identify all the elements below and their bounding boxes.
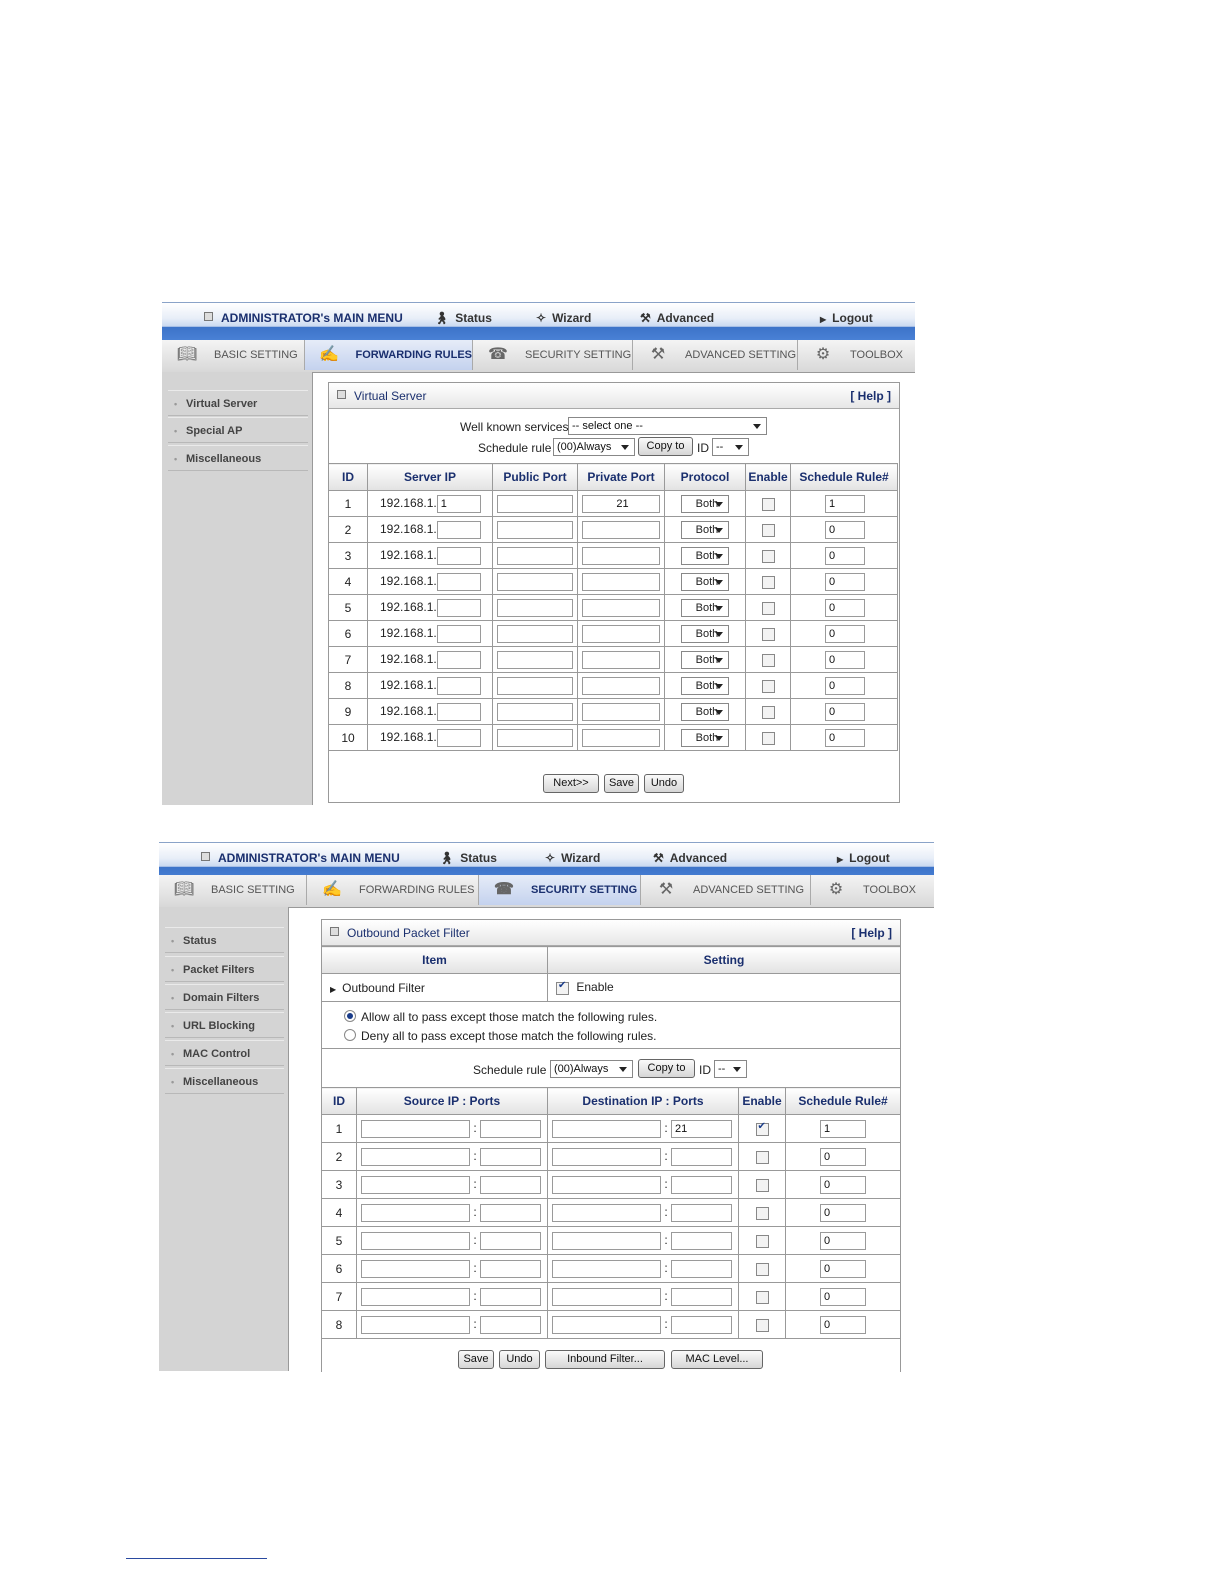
tab-advanced-setting[interactable]: ⚒ ADVANCED SETTING (641, 875, 811, 905)
schedule-rule-input[interactable]: 0 (820, 1288, 866, 1306)
forwarding-icon: ✍ (322, 881, 342, 898)
divider (322, 1048, 900, 1049)
enable-checkbox[interactable] (762, 524, 775, 537)
private-port-input[interactable] (582, 547, 660, 565)
row-id: 9 (329, 699, 368, 725)
server-ip-input[interactable] (437, 651, 481, 669)
enable-checkbox[interactable] (762, 732, 775, 745)
advanced-link[interactable]: ⚒ Advanced (640, 311, 715, 325)
id-label: ID (699, 1063, 711, 1077)
col-server-ip: Server IP (368, 464, 493, 491)
save-button[interactable]: Save (604, 774, 639, 793)
well-known-services-label: Well known services (460, 420, 569, 434)
destination-ip-input[interactable] (552, 1288, 661, 1306)
advanced-link[interactable]: ⚒ Advanced (653, 851, 728, 865)
table-row: 2 : : 0 (322, 1143, 901, 1171)
schedule-rule-label: Schedule rule (478, 441, 552, 455)
box-title: Outbound Packet Filter (347, 926, 470, 940)
security-icon: ☎ (494, 881, 514, 898)
destination-ip-input[interactable] (552, 1260, 661, 1278)
sidebar-item-url-blocking[interactable]: • URL Blocking (165, 1012, 284, 1038)
col-source: Source IP : Ports (357, 1088, 548, 1115)
square-bullet-icon (204, 312, 213, 321)
table-row (329, 569, 898, 595)
item-setting-table (321, 946, 901, 1002)
enable-checkbox[interactable] (762, 602, 775, 615)
private-port-input[interactable] (582, 625, 660, 643)
advanced-setting-icon: ⚒ (650, 346, 666, 363)
enable-checkbox[interactable] (762, 498, 775, 511)
tab-bar (159, 875, 934, 908)
row-id: 6 (329, 621, 368, 647)
ip-prefix: 192.168.1. (380, 495, 437, 510)
schedule-rule-input[interactable]: 0 (825, 651, 865, 669)
main-menu-bar (162, 302, 915, 341)
protocol-select[interactable]: Both (681, 599, 729, 617)
public-port-input[interactable] (497, 599, 573, 617)
col-schedule-rule: Schedule Rule# (786, 1088, 901, 1115)
public-port-input[interactable] (497, 729, 573, 747)
schedule-rule-label: Schedule rule (473, 1063, 547, 1077)
tab-advanced-setting[interactable]: ⚒ ADVANCED SETTING (633, 340, 798, 370)
table-row (329, 621, 898, 647)
ip-prefix: 192.168.1. (380, 651, 437, 666)
protocol-select[interactable]: Both (681, 521, 729, 539)
public-port-input[interactable] (497, 625, 573, 643)
protocol-select[interactable]: Both (681, 703, 729, 721)
router-panel-virtual-server (162, 302, 915, 805)
col-enable: Enable (746, 464, 791, 491)
advanced-setting-icon: ⚒ (658, 881, 674, 898)
undo-button[interactable]: Undo (499, 1350, 540, 1369)
arrow-right-icon: ▶ (330, 984, 337, 994)
table-row (329, 725, 898, 751)
logout-link[interactable]: ▶ Logout (837, 851, 890, 865)
row-id: 8 (329, 673, 368, 699)
tab-forwarding-rules[interactable]: ✍ FORWARDING RULES (305, 340, 473, 370)
table-row (329, 491, 898, 517)
sidebar-item-miscellaneous[interactable]: • Miscellaneous (165, 1068, 284, 1094)
ip-prefix: 192.168.1. (380, 677, 437, 692)
destination-ip-input[interactable] (552, 1148, 661, 1166)
toolbox-icon: ⚙ (828, 881, 844, 898)
advanced-icon: ⚒ (640, 311, 651, 325)
ip-prefix: 192.168.1. (380, 729, 437, 744)
schedule-rule-input[interactable]: 0 (825, 547, 865, 565)
public-port-input[interactable] (497, 573, 573, 591)
row-id: 5 (329, 595, 368, 621)
destination-port-input[interactable] (671, 1232, 732, 1250)
protocol-select[interactable]: Both (681, 651, 729, 669)
server-ip-input[interactable] (437, 703, 481, 721)
enable-checkbox[interactable] (756, 1151, 769, 1164)
tab-toolbox[interactable]: ⚙ TOOLBOX (811, 875, 934, 905)
row-id: 4 (329, 569, 368, 595)
col-setting: Setting (548, 947, 901, 974)
sidebar (159, 907, 289, 1371)
box-title: Virtual Server (354, 389, 427, 403)
status-link[interactable]: 🚶︎ Status (439, 851, 497, 865)
destination-port-input[interactable] (671, 1204, 732, 1222)
basic-setting-icon: 📖︎ (176, 346, 198, 363)
schedule-rule-input[interactable]: 1 (820, 1120, 866, 1138)
source-port-input[interactable] (480, 1260, 541, 1278)
table-row (329, 543, 898, 569)
admin-main-menu-link[interactable]: ADMINISTRATOR's MAIN MENU (201, 851, 400, 865)
mac-level-button[interactable]: MAC Level... (671, 1350, 763, 1369)
row-id: 4 (322, 1199, 357, 1227)
row-id: 8 (322, 1311, 357, 1339)
schedule-rule-input[interactable]: 0 (825, 703, 865, 721)
enable-checkbox[interactable] (756, 1179, 769, 1192)
wizard-icon: ✧ (536, 311, 547, 325)
square-bullet-icon (201, 852, 210, 861)
source-port-input[interactable] (480, 1176, 541, 1194)
source-port-input[interactable] (480, 1316, 541, 1334)
schedule-rule-select[interactable]: (00)Always (553, 438, 635, 456)
private-port-input[interactable] (582, 599, 660, 617)
row-id: 6 (322, 1255, 357, 1283)
tab-basic-setting[interactable]: 📖︎ BASIC SETTING (162, 340, 305, 370)
arrow-right-icon: ▶ (837, 855, 844, 864)
schedule-rule-input[interactable]: 0 (825, 521, 865, 539)
source-port-input[interactable] (480, 1120, 541, 1138)
row-id: 1 (329, 491, 368, 517)
arrow-right-icon: ▶ (820, 315, 827, 324)
schedule-rule-input[interactable]: 0 (825, 625, 865, 643)
destination-ip-input[interactable] (552, 1176, 661, 1194)
outbound-rules-table (321, 1087, 901, 1339)
source-ip-input[interactable] (361, 1148, 470, 1166)
schedule-rule-input[interactable]: 0 (825, 729, 865, 747)
allow-option[interactable] (344, 1010, 657, 1024)
public-port-input[interactable] (497, 495, 573, 513)
table-row (329, 595, 898, 621)
col-private-port: Private Port (578, 464, 665, 491)
table-row: 8 : : 0 (322, 1311, 901, 1339)
status-link[interactable]: 🚶︎ Status (434, 311, 492, 325)
row-id: 3 (329, 543, 368, 569)
server-ip-input[interactable] (437, 521, 481, 539)
advanced-icon: ⚒ (653, 851, 664, 865)
virtual-server-box (328, 382, 900, 803)
source-port-input[interactable] (480, 1148, 541, 1166)
wizard-link[interactable]: ✧ Wizard (545, 851, 601, 865)
source-port-input[interactable] (480, 1288, 541, 1306)
inbound-filter-button[interactable]: Inbound Filter... (545, 1350, 665, 1369)
protocol-select[interactable]: Both (681, 573, 729, 591)
source-port-input[interactable] (480, 1204, 541, 1222)
enable-checkbox[interactable] (762, 706, 775, 719)
protocol-select[interactable]: Both (681, 495, 729, 513)
outbound-filter-row (322, 974, 901, 1002)
col-public-port: Public Port (493, 464, 578, 491)
source-ip-input[interactable] (361, 1204, 470, 1222)
destination-port-input[interactable] (671, 1176, 732, 1194)
id-select[interactable]: -- (714, 1060, 747, 1078)
enable-label: Enable (576, 980, 614, 995)
enable-checkbox[interactable] (762, 550, 775, 563)
square-bullet-icon (337, 390, 346, 399)
sidebar-item-special-ap[interactable]: • Special AP (168, 417, 308, 443)
table-header-row (322, 1088, 901, 1115)
schedule-rule-input[interactable]: 0 (825, 573, 865, 591)
source-ip-input[interactable] (361, 1232, 470, 1250)
sidebar-item-virtual-server[interactable]: • Virtual Server (168, 390, 308, 416)
tab-toolbox[interactable]: ⚙ TOOLBOX (798, 340, 915, 370)
schedule-rule-input[interactable]: 0 (820, 1204, 866, 1222)
router-panel-outbound-filter (159, 842, 934, 1371)
source-ip-input[interactable] (361, 1176, 470, 1194)
destination-ip-input[interactable] (552, 1232, 661, 1250)
save-button[interactable]: Save (458, 1350, 494, 1369)
schedule-rule-input[interactable]: 0 (820, 1148, 866, 1166)
allow-text: Allow all to pass except those match the following rules. (361, 1010, 658, 1024)
schedule-rule-select[interactable]: (00)Always (550, 1060, 633, 1078)
source-ip-input[interactable] (361, 1260, 470, 1278)
row-id: 2 (322, 1143, 357, 1171)
table-row (329, 647, 898, 673)
table-row: 6 : : 0 (322, 1255, 901, 1283)
ip-prefix: 192.168.1. (380, 625, 437, 640)
table-header-row (329, 464, 898, 491)
enable-checkbox[interactable] (756, 1235, 769, 1248)
protocol-select[interactable]: Both (681, 625, 729, 643)
destination-port-input[interactable]: 21 (671, 1120, 732, 1138)
forwarding-icon: ✍ (319, 346, 340, 363)
toolbox-icon: ⚙ (815, 346, 831, 363)
server-ip-input[interactable] (437, 625, 481, 643)
outbound-filter-box (321, 919, 901, 1372)
protocol-select[interactable]: Both (681, 729, 729, 747)
private-port-input[interactable]: 21 (582, 495, 660, 513)
server-ip-input[interactable] (437, 547, 481, 565)
destination-port-input[interactable] (671, 1316, 732, 1334)
table-row: 1 : : 21 ✔ 1 (322, 1115, 901, 1143)
destination-port-input[interactable] (671, 1148, 732, 1166)
row-id: 7 (322, 1283, 357, 1311)
outbound-enable-checkbox[interactable] (556, 982, 569, 995)
public-port-input[interactable] (497, 703, 573, 721)
sidebar-item-packet-filters[interactable]: • Packet Filters (165, 956, 284, 982)
col-item: Item (322, 947, 548, 974)
schedule-rule-input[interactable]: 1 (825, 495, 865, 513)
tab-bar (162, 340, 915, 373)
enable-checkbox[interactable] (762, 654, 775, 667)
protocol-select[interactable]: Both (681, 677, 729, 695)
private-port-input[interactable] (582, 521, 660, 539)
private-port-input[interactable] (582, 573, 660, 591)
private-port-input[interactable] (582, 677, 660, 695)
server-ip-input[interactable] (437, 573, 481, 591)
col-id: ID (322, 1088, 357, 1115)
schedule-rule-input[interactable]: 0 (820, 1260, 866, 1278)
wizard-link[interactable]: ✧ Wizard (536, 311, 592, 325)
tab-security-setting[interactable]: ☎ SECURITY SETTING (473, 340, 633, 370)
schedule-rule-input[interactable]: 0 (820, 1176, 866, 1194)
schedule-rule-input[interactable]: 0 (825, 677, 865, 695)
enable-checkbox[interactable] (762, 576, 775, 589)
basic-setting-icon: 📖︎ (173, 881, 195, 898)
security-icon: ☎ (488, 346, 508, 363)
source-ip-input[interactable] (361, 1288, 470, 1306)
footnote-separator (126, 1558, 267, 1559)
col-schedule-rule: Schedule Rule# (791, 464, 898, 491)
table-row (329, 699, 898, 725)
source-ip-input[interactable] (361, 1316, 470, 1334)
row-id: 1 (322, 1115, 357, 1143)
destination-ip-input[interactable] (552, 1316, 661, 1334)
table-row: 7 : : 0 (322, 1283, 901, 1311)
public-port-input[interactable] (497, 521, 573, 539)
destination-ip-input[interactable] (552, 1120, 661, 1138)
square-bullet-icon (330, 927, 339, 936)
private-port-input[interactable] (582, 651, 660, 669)
tab-basic-setting[interactable]: 📖︎ BASIC SETTING (159, 875, 307, 905)
ip-prefix: 192.168.1. (380, 703, 437, 718)
help-link[interactable]: [ Help ] (851, 926, 892, 940)
enable-checkbox[interactable] (756, 1263, 769, 1276)
private-port-input[interactable] (582, 703, 660, 721)
copy-to-button[interactable]: Copy to (638, 437, 693, 456)
ip-prefix: 192.168.1. (380, 547, 437, 562)
well-known-services-select[interactable]: -- select one -- (568, 417, 767, 435)
row-id: 3 (322, 1171, 357, 1199)
person-icon: 🚶︎ (434, 311, 450, 325)
server-ip-input[interactable] (437, 729, 481, 747)
enable-checkbox[interactable] (762, 680, 775, 693)
ip-prefix: 192.168.1. (380, 573, 437, 588)
schedule-rule-input[interactable]: 0 (825, 599, 865, 617)
sidebar-item-status[interactable]: • Status (165, 927, 284, 953)
id-select[interactable]: -- (712, 438, 749, 456)
allow-radio[interactable] (344, 1010, 356, 1022)
next-button[interactable]: Next>> (543, 774, 599, 793)
sidebar-item-domain-filters[interactable]: • Domain Filters (165, 984, 284, 1010)
col-protocol: Protocol (665, 464, 746, 491)
id-label: ID (697, 441, 709, 455)
schedule-rule-input[interactable]: 0 (820, 1316, 866, 1334)
sidebar-item-miscellaneous[interactable]: • Miscellaneous (168, 445, 308, 471)
sidebar-item-mac-control[interactable]: • MAC Control (165, 1040, 284, 1066)
sidebar (162, 372, 313, 805)
protocol-select[interactable]: Both (681, 547, 729, 565)
enable-checkbox[interactable] (756, 1319, 769, 1332)
public-port-input[interactable] (497, 677, 573, 695)
server-ip-input[interactable]: 1 (437, 495, 481, 513)
table-row (329, 517, 898, 543)
enable-checkbox[interactable] (756, 1123, 769, 1136)
person-icon: 🚶︎ (439, 851, 455, 865)
col-id: ID (329, 464, 368, 491)
table-row: 4 : : 0 (322, 1199, 901, 1227)
row-id: 10 (329, 725, 368, 751)
public-port-input[interactable] (497, 547, 573, 565)
row-id: 5 (322, 1227, 357, 1255)
table-header-row (322, 947, 901, 974)
outbound-filter-label: Outbound Filter (342, 980, 425, 995)
enable-checkbox[interactable] (756, 1207, 769, 1220)
destination-port-input[interactable] (671, 1260, 732, 1278)
undo-button[interactable]: Undo (644, 774, 684, 793)
ip-prefix: 192.168.1. (380, 599, 437, 614)
server-ip-input[interactable] (437, 677, 481, 695)
row-id: 7 (329, 647, 368, 673)
enable-checkbox[interactable] (762, 628, 775, 641)
admin-main-menu-link[interactable]: ADMINISTRATOR's MAIN MENU (204, 311, 403, 325)
help-link[interactable]: [ Help ] (850, 389, 891, 403)
deny-option[interactable] (344, 1029, 657, 1043)
source-port-input[interactable] (480, 1232, 541, 1250)
row-id: 2 (329, 517, 368, 543)
table-row: 3 : : 0 (322, 1171, 901, 1199)
server-ip-input[interactable] (437, 599, 481, 617)
ip-prefix: 192.168.1. (380, 521, 437, 536)
table-row (329, 673, 898, 699)
schedule-rule-input[interactable]: 0 (820, 1232, 866, 1250)
destination-port-input[interactable] (671, 1288, 732, 1306)
public-port-input[interactable] (497, 651, 573, 669)
deny-text: Deny all to pass except those match the following rules. (361, 1029, 657, 1043)
destination-ip-input[interactable] (552, 1204, 661, 1222)
copy-to-button[interactable]: Copy to (638, 1059, 695, 1078)
private-port-input[interactable] (582, 729, 660, 747)
deny-radio[interactable] (344, 1029, 356, 1041)
wizard-icon: ✧ (545, 851, 556, 865)
box-header (322, 920, 900, 946)
logout-link[interactable]: ▶ Logout (820, 311, 873, 325)
tab-forwarding-rules[interactable]: ✍ FORWARDING RULES (307, 875, 479, 905)
box-header (329, 383, 899, 409)
table-row: 5 : : 0 (322, 1227, 901, 1255)
col-enable: Enable (739, 1088, 786, 1115)
virtual-server-table (328, 463, 898, 751)
enable-checkbox[interactable] (756, 1291, 769, 1304)
tab-security-setting[interactable]: ☎ SECURITY SETTING (479, 875, 641, 905)
source-ip-input[interactable] (361, 1120, 470, 1138)
col-destination: Destination IP : Ports (548, 1088, 739, 1115)
